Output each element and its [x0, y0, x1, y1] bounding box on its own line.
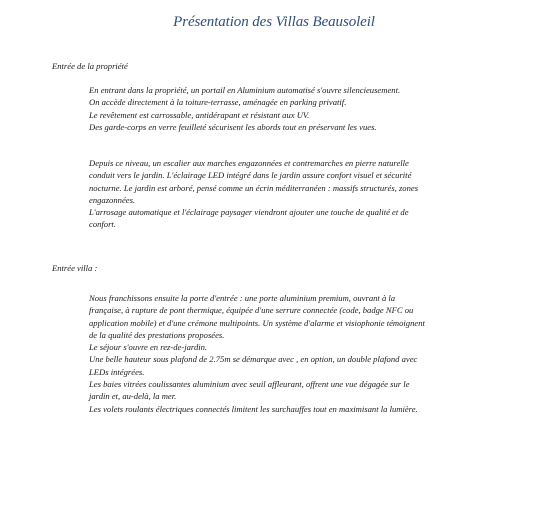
section-heading-entree-propriete: Entrée de la propriété	[52, 61, 128, 71]
text-line: Les volets roulants électriques connectés limitent les surchauffes tout en maximisant la lumière.	[89, 403, 418, 414]
text-line: Une belle hauteur sous plafond de 2.75m se démarque avec , en option, un double plafond avec	[89, 354, 418, 365]
text-line: jardin et, au-delà, la mer.	[89, 391, 177, 402]
text-line: L'arrosage automatique et l'éclairage paysager viendront ajouter une touche de qualité et de	[89, 207, 409, 218]
paragraph	[89, 292, 449, 415]
text-line: engazonnées.	[89, 194, 136, 205]
paragraph	[89, 157, 449, 231]
text-line: Nous franchissons ensuite la porte d'entrée : une porte aluminium premium, ouvrant à la	[89, 293, 396, 303]
text-line: Les baies vitrées coulissantes aluminium avec seuil affleurant, offrent une vue dégagée sur le	[89, 379, 410, 390]
text-line: LEDs intégrées.	[89, 366, 145, 377]
text-line: Le séjour s'ouvre en rez-de-jardin.	[89, 342, 208, 353]
text-line: confort.	[89, 219, 116, 230]
text-line: On accède directement à la toiture-terrasse, aménagée en parking privatif.	[89, 97, 347, 108]
text-line: française, à rupture de pont thermique, équipée d'une serrure connectée (code, badge NFC ou	[89, 305, 414, 316]
text-line: Depuis ce niveau, un escalier aux marches engazonnées et contremarches en pierre naturelle	[89, 158, 409, 168]
paragraph	[89, 84, 449, 133]
text-line: En entrant dans la propriété, un portail en Aluminium automatisé s'ouvre silencieusement.	[89, 85, 401, 95]
text-line: Des garde-corps en verre feuilleté sécurisent les abords tout en préservant les vues.	[89, 121, 377, 132]
document-title: Présentation des Villas Beausoleil	[173, 14, 375, 30]
text-line: nocturne. Le jardin est arboré, pensé comme un écrin méditerranéen : massifs structurés, zones	[89, 182, 419, 193]
text-line: de la qualité des prestations proposées.	[89, 329, 225, 340]
text-line: Le revêtement est carrossable, antidérapant et résistant aux UV.	[89, 109, 310, 120]
text-line: application mobile) et d'une crémone multipoints. Un système d'alarme et visiophonie témoignent	[89, 317, 425, 328]
section-heading-entree-villa: Entrée villa :	[52, 263, 98, 273]
text-line: conduit vers le jardin. L'éclairage LED intégré dans le jardin assure confort visuel et sécurité	[89, 170, 412, 181]
